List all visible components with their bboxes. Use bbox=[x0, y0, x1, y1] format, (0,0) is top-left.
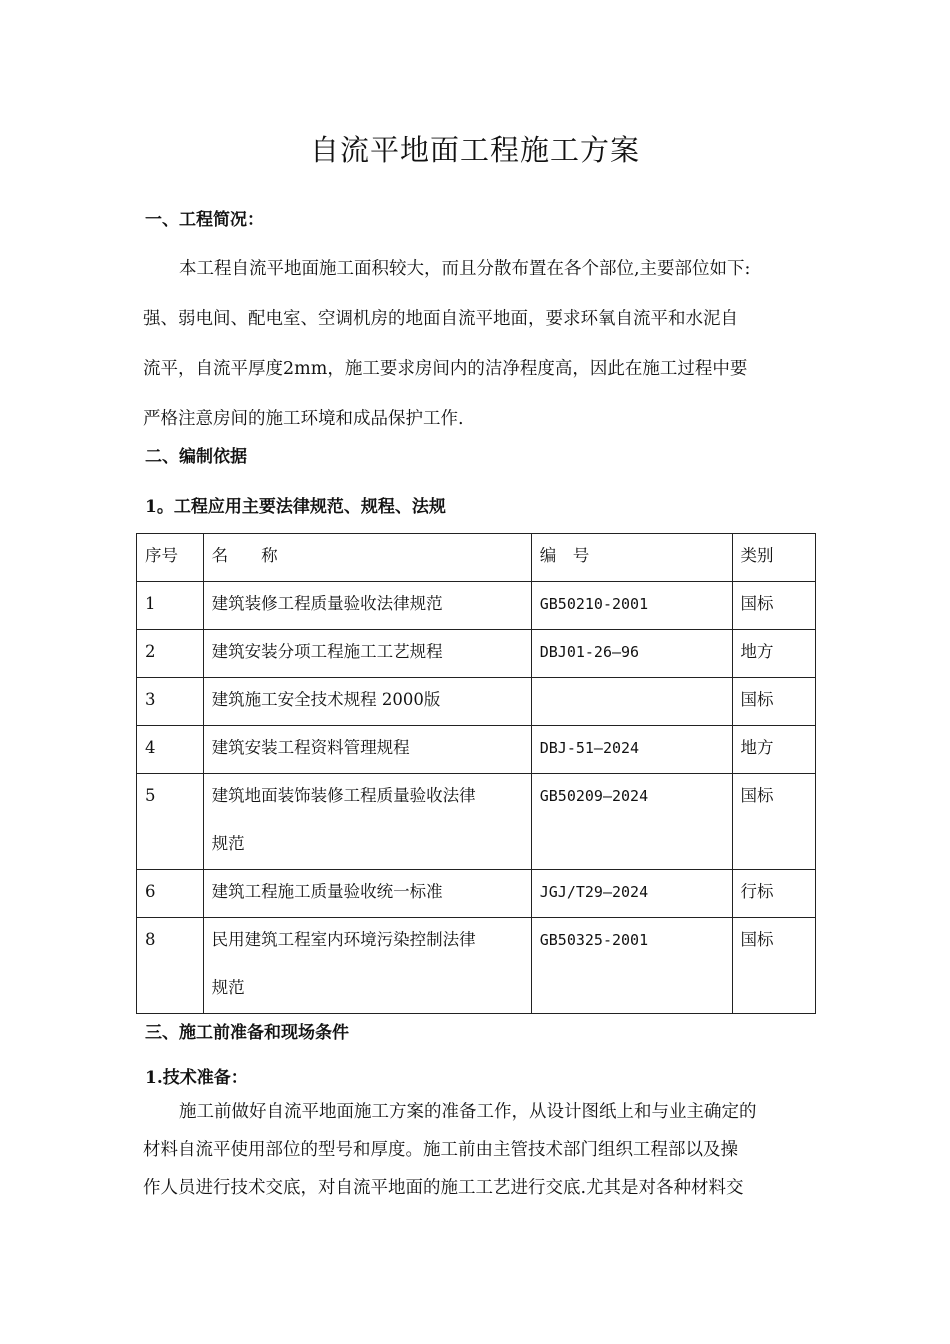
cell-no: 4 bbox=[137, 726, 204, 774]
paragraph-line: 材料自流平使用部位的型号和厚度。施工前由主管技术部门组织工程部以及操 bbox=[143, 1140, 738, 1160]
table-row bbox=[137, 582, 816, 630]
cell-type: 地方 bbox=[732, 630, 815, 678]
section-3-paragraph bbox=[143, 1093, 819, 1207]
page-title: 自流平地面工程施工方案 bbox=[309, 133, 640, 167]
paragraph-line: 流平，自流平厚度2mm，施工要求房间内的洁净程度高，因此在施工过程中要 bbox=[143, 359, 748, 379]
cell-name bbox=[203, 918, 531, 1014]
cell-no: 2 bbox=[137, 630, 204, 678]
cell-type: 行标 bbox=[732, 870, 815, 918]
paragraph-line: 严格注意房间的施工环境和成品保护工作. bbox=[143, 409, 464, 429]
cell-code: JGJ/T29—2024 bbox=[531, 870, 732, 918]
paragraph-line: 强、弱电间、配电室、空调机房的地面自流平地面，要求环氧自流平和水泥自 bbox=[143, 309, 738, 329]
cell-type: 地方 bbox=[732, 726, 815, 774]
header-type: 类别 bbox=[732, 534, 815, 582]
section-1-heading: 一、工程简况： bbox=[145, 210, 264, 230]
header-name: 名 称 bbox=[203, 534, 531, 582]
section-3-subheading: 1.技术准备： bbox=[145, 1068, 248, 1088]
header-no: 序号 bbox=[137, 534, 204, 582]
section-2-heading: 二、编制依据 bbox=[145, 447, 247, 467]
table-row bbox=[137, 678, 816, 726]
cell-code: GB50325-2001 bbox=[531, 918, 732, 1014]
table-row bbox=[137, 630, 816, 678]
cell-no: 3 bbox=[137, 678, 204, 726]
cell-code bbox=[531, 678, 732, 726]
paragraph-line: 施工前做好自流平地面施工方案的准备工作，从设计图纸上和与业主确定的 bbox=[179, 1102, 757, 1122]
table-row bbox=[137, 726, 816, 774]
table-row bbox=[137, 870, 816, 918]
table-row bbox=[137, 774, 816, 870]
section-2-subheading: 1。工程应用主要法律规范、规程、法规 bbox=[145, 497, 446, 517]
cell-name-line-2: 规范 bbox=[211, 834, 245, 853]
cell-name bbox=[203, 774, 531, 870]
cell-code: DBJ-51—2024 bbox=[531, 726, 732, 774]
section-1-paragraph bbox=[143, 244, 819, 444]
cell-name-line-2: 规范 bbox=[211, 978, 245, 997]
cell-no: 6 bbox=[137, 870, 204, 918]
paragraph-line: 作人员进行技术交底，对自流平地面的施工工艺进行交底.尤其是对各种材料交 bbox=[143, 1178, 744, 1198]
table-row bbox=[137, 918, 816, 1014]
cell-name-line-1: 民用建筑工程室内环境污染控制法律 bbox=[211, 930, 476, 949]
section-3-heading: 三、施工前准备和现场条件 bbox=[145, 1023, 349, 1043]
cell-type: 国标 bbox=[732, 582, 815, 630]
cell-name: 建筑工程施工质量验收统一标准 bbox=[203, 870, 531, 918]
cell-name: 建筑安装分项工程施工工艺规程 bbox=[203, 630, 531, 678]
cell-code: GB50210-2001 bbox=[531, 582, 732, 630]
cell-no: 1 bbox=[137, 582, 204, 630]
cell-name: 建筑装修工程质量验收法律规范 bbox=[203, 582, 531, 630]
cell-name-line-1: 建筑地面装饰装修工程质量验收法律 bbox=[211, 786, 476, 805]
cell-code: DBJ01-26—96 bbox=[531, 630, 732, 678]
cell-name: 建筑安装工程资料管理规程 bbox=[203, 726, 531, 774]
table-header-row bbox=[137, 534, 816, 582]
cell-name: 建筑施工安全技术规程 2000版 bbox=[203, 678, 531, 726]
cell-code: GB50209—2024 bbox=[531, 774, 732, 870]
header-code: 编 号 bbox=[531, 534, 732, 582]
cell-type: 国标 bbox=[732, 918, 815, 1014]
cell-type: 国标 bbox=[732, 774, 815, 870]
cell-no: 8 bbox=[137, 918, 204, 1014]
cell-type: 国标 bbox=[732, 678, 815, 726]
paragraph-line: 本工程自流平地面施工面积较大，而且分散布置在各个部位,主要部位如下: bbox=[179, 259, 751, 279]
cell-no: 5 bbox=[137, 774, 204, 870]
standards-table bbox=[136, 533, 816, 1014]
